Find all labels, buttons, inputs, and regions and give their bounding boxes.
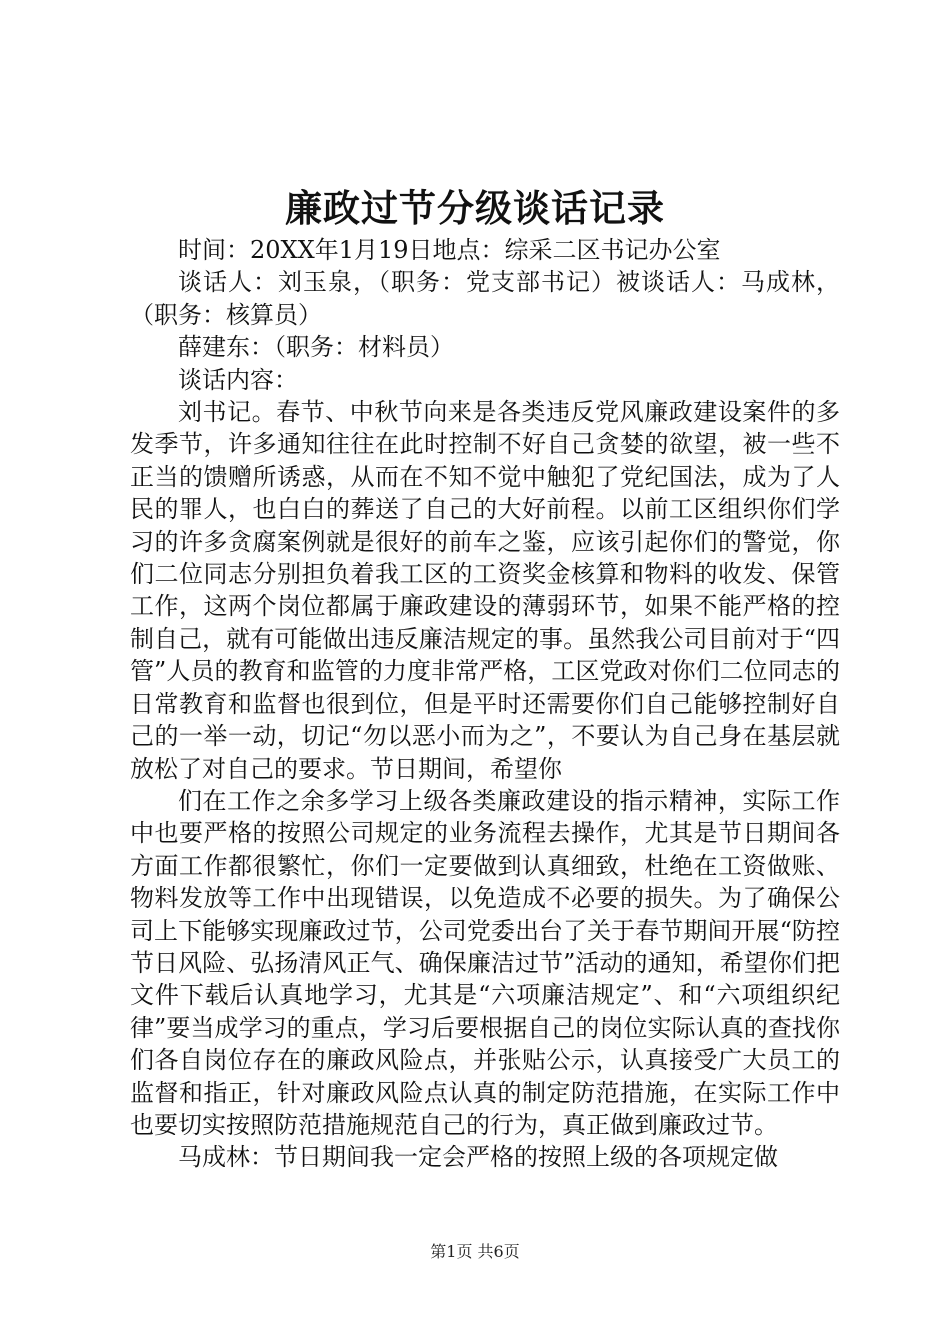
document-title: 廉政过节分级谈话记录 — [285, 186, 665, 230]
document-body — [130, 234, 840, 1174]
secretary-remarks-continued: 们在工作之余多学习上级各类廉政建设的指示精神，实际工作中也要严格的按照公司规定的业务流程去操作，尤其是节日期间各方面工作都很繁忙，你们一定要做到认真细致，杜绝在工资做账、物料发放等工作中出现错误，以免造成不必要的损失。为了确保公司上下能够实现廉政过节，公司党委出台了关于春节期间开展“防控节日风险、弘扬清风正气、确保廉洁过节”活动的通知，希望你们把文件下载后认真地学习，尤其是“六项廉洁规定”、和“六项组织纪律”要当成学习的重点，学习后要根据自己的岗位实际认真的查找你们各自岗位存在的廉政风险点，并张贴公示，认真接受广大员工的监督和指正，针对廉政风险点认真的制定防范措施，在实际工作中也要切实按照防范措施规范自己的行为，真正做到廉政过节。 — [130, 786, 840, 1139]
page-footer: 第1页 共6页 — [430, 1242, 520, 1261]
secretary-remarks-paragraph: 刘书记。春节、中秋节向来是各类违反党风廉政建设案件的多发季节，许多通知往往在此时控制不好自己贪婪的欲望，被一些不正当的馈赠所诱惑，从而在不知不觉中触犯了党纪国法，成为了人民的罪人，也白白的葬送了自己的大好前程。以前工区组织你们学习的许多贪腐案例就是很好的前车之鉴，应该引起你们的警觉，你们二位同志分别担负着我工区的工资奖金核算和物料的收发、保管工作，这两个岗位都属于廉政建设的薄弱环节，如果不能严格的控制自己，就有可能做出违反廉洁规定的事。虽然我公司目前对于“四管”人员的教育和监管的力度非常严格，工区党政对你们二位同志的日常教育和监督也很到位，但是平时还需要你们自己能够控制好自己的一举一动，切记“勿以恶小而为之”，不要认为自己身在基层就放松了对自己的要求。节日期间，希望你 — [130, 398, 840, 783]
conversation-heading: 谈话内容： — [178, 365, 298, 394]
participant-xue-jiandong: 薛建东：（职务：材料员） — [178, 333, 454, 362]
meeting-time-location: 时间：20XX年1月19日地点：综采二区书记办公室 — [178, 236, 721, 264]
participants-line: 谈话人：刘玉泉，（职务：党支部书记）被谈话人：马成林，（职务：核算员） — [130, 268, 840, 329]
ma-chenglin-reply: 马成林：节日期间我一定会严格的按照上级的各项规定做 — [178, 1143, 778, 1172]
